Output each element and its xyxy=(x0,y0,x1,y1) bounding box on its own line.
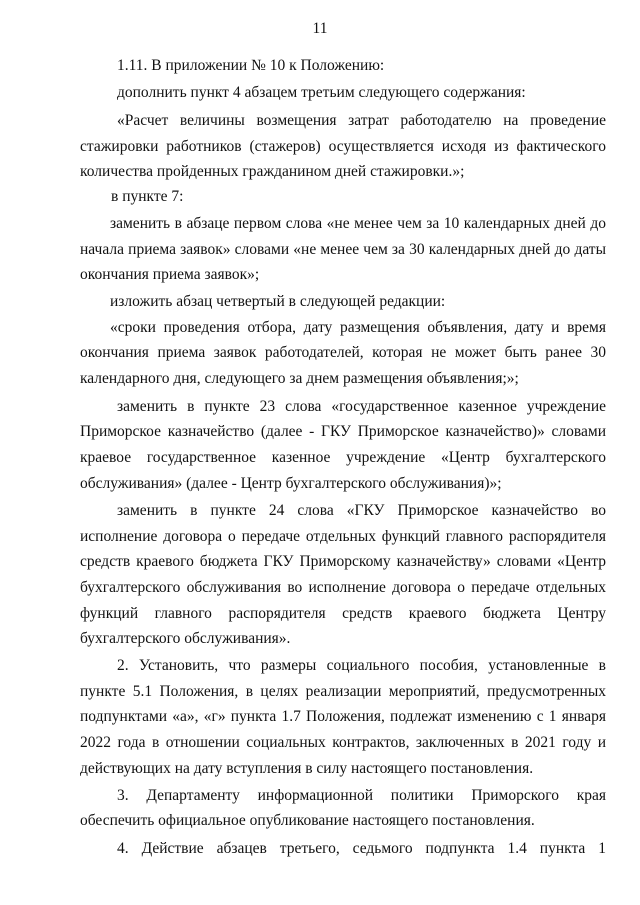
text-line: стажировки работников (стажеров) осуществляется исходя из фактического xyxy=(80,138,606,155)
page-number: 11 xyxy=(312,20,328,37)
text-line: пункте 5.1 Положения, в целях реализации мероприятий, предусмотренных xyxy=(80,683,606,700)
text-line: окончания приема заявок работодателей, которая не может быть ранее 30 xyxy=(80,344,606,361)
text-line: количества пройденных гражданином дней стажировки.»; xyxy=(80,163,465,180)
text-line: функций главного распорядителя средств краевого бюджета Центру xyxy=(80,605,606,622)
text-line: 2. Установить, что размеры социального пособия, установленные в xyxy=(117,657,606,674)
text-line: 4. Действие абзацев третьего, седьмого подпункта 1.4 пункта 1 xyxy=(117,840,606,857)
text-line: 3. Департаменту информационной политики Приморского края xyxy=(117,787,606,804)
text-line: Приморское казначейство (далее - ГКУ Приморское казначейство)» словами xyxy=(80,423,606,440)
text-line: «сроки проведения отбора, дату размещения объявления, дату и время xyxy=(110,319,606,336)
text-line: бухгалтерского обслуживания». xyxy=(80,630,291,647)
text-line: заменить в пункте 24 слова «ГКУ Приморское казначейство во xyxy=(117,502,606,519)
text-line: изложить абзац четвертый в следующей редакции: xyxy=(110,293,446,310)
text-line: заменить в пункте 23 слова «государственное казенное учреждение xyxy=(117,398,606,415)
text-line: средств краевого бюджета ГКУ Приморскому казначейству» словами «Центр xyxy=(80,553,606,570)
text-line: подпунктами «а», «г» пункта 1.7 Положения, подлежат изменению с 1 января xyxy=(80,708,606,725)
text-line: в пункте 7: xyxy=(111,188,184,205)
text-line: краевое государственное казенное учреждение «Центр бухгалтерского xyxy=(80,449,606,466)
text-line: действующих на дату вступления в силу настоящего постановления. xyxy=(80,760,534,777)
text-line: дополнить пункт 4 абзацем третьим следующего содержания: xyxy=(117,84,526,101)
text-line: исполнение договора о передаче отдельных функций главного распорядителя xyxy=(80,528,606,545)
text-line: 1.11. В приложении № 10 к Положению: xyxy=(117,57,385,74)
text-line: бухгалтерского обслуживания во исполнение договора о передаче отдельных xyxy=(80,579,606,596)
text-line: календарного дня, следующего за днем размещения объявления;»; xyxy=(80,370,519,387)
text-line: 2022 года в отношении социальных контрактов, заключенных в 2021 году и xyxy=(80,734,606,751)
text-line: «Расчет величины возмещения затрат работодателю на проведение xyxy=(117,112,606,129)
text-line: заменить в абзаце первом слова «не менее чем за 10 календарных дней до xyxy=(110,215,606,232)
text-line: обеспечить официальное опубликование настоящего постановления. xyxy=(80,812,535,829)
text-line: обслуживания» (далее - Центр бухгалтерского обслуживания)»; xyxy=(80,475,502,492)
text-line: окончания приема заявок»; xyxy=(80,266,260,283)
text-line: начала приема заявок» словами «не менее чем за 30 календарных дней до даты xyxy=(80,241,606,258)
